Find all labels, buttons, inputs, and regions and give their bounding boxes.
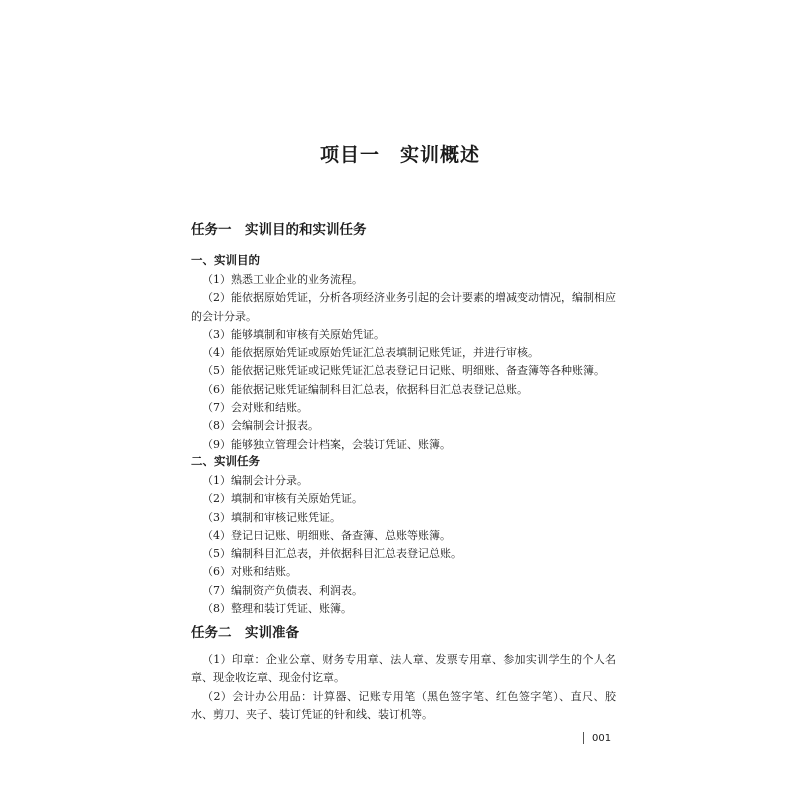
list-item: （9）能够独立管理会计档案，会装订凭证、账簿。: [202, 437, 451, 451]
section2-list: [191, 472, 616, 618]
task2-heading: 任务二 实训准备: [191, 625, 299, 641]
list-item: （7）编制资产负债表、利润表。: [202, 583, 363, 597]
section2-heading: 二、实训任务: [191, 454, 260, 468]
list-item: （1）熟悉工业企业的业务流程。: [202, 273, 363, 286]
list-item: （8）会编制会计报表。: [202, 419, 319, 433]
list-item: （5）编制科目汇总表，并依据科目汇总表登记总账。: [202, 547, 462, 561]
list-item: （2）能依据原始凭证，分析各项经济业务引起的会计要素的增减变动情况，编制相应的会计分录。: [191, 291, 616, 323]
list-item: （3）能够填制和审核有关原始凭证。: [202, 327, 385, 341]
list-item: （4）能依据原始凭证或原始凭证汇总表填制记账凭证，并进行审核。: [202, 346, 539, 360]
page-footer: [583, 732, 611, 744]
list-item: （2）填制和审核有关原始凭证。: [202, 492, 363, 506]
task2-list: [191, 651, 616, 724]
list-item: （4）登记日记账、明细账、备查簿、总账等账簿。: [202, 528, 451, 542]
list-item: （8）整理和装订凭证、账簿。: [202, 602, 352, 616]
list-item: （7）会对账和结账。: [202, 401, 308, 415]
list-item: （3）填制和审核记账凭证。: [202, 510, 341, 524]
list-item: （1）印章：企业公章、财务专用章、法人章、发票专用章、参加实训学生的个人名章、现金收讫章、现金付讫章。: [191, 653, 616, 685]
divider: [583, 732, 584, 744]
section1-heading: 一、实训目的: [191, 253, 260, 267]
section1-list: [191, 271, 616, 454]
list-item: （6）对账和结账。: [202, 565, 297, 579]
list-item: （1）编制会计分录。: [202, 474, 308, 487]
list-item: （5）能依据记账凭证或记账凭证汇总表登记日记账、明细账、备查簿等各种账簿。: [202, 364, 605, 378]
list-item: （6）能依据记账凭证编制科目汇总表，依据科目汇总表登记总账。: [202, 382, 528, 396]
page-number: 001: [592, 732, 612, 744]
task1-heading: 任务一 实训目的和实训任务: [191, 222, 367, 238]
list-item: （2）会计办公用品：计算器、记账专用笔（黑色签字笔、红色签字笔）、直尺、胶水、剪刀、夹子、装订凭证的针和线、装订机等。: [191, 689, 616, 721]
page-title: 项目一 实训概述: [319, 144, 480, 166]
